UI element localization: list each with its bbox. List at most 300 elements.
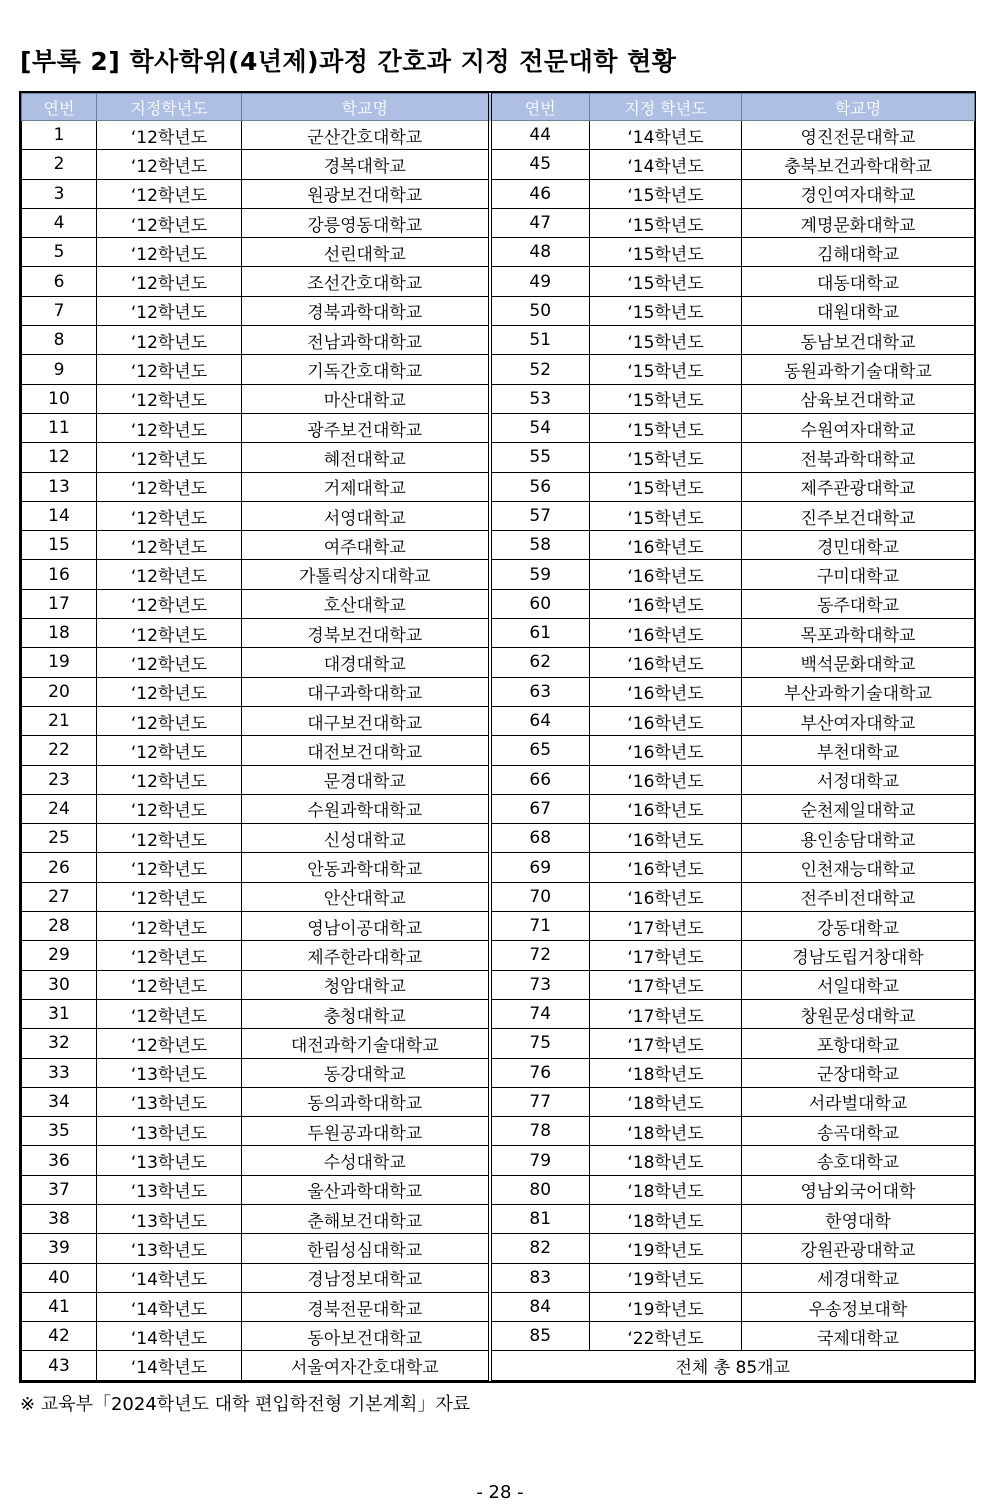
- left-cell-no: 39: [22, 1234, 97, 1263]
- right-cell-year: ‘16학년도: [590, 589, 742, 618]
- right-cell-year: ‘19학년도: [590, 1292, 742, 1321]
- table-row: [22, 1322, 975, 1351]
- left-cell-year: ‘12학년도: [97, 208, 242, 237]
- left-cell-no: 40: [22, 1263, 97, 1292]
- left-cell-year: ‘12학년도: [97, 853, 242, 882]
- table-row: [22, 882, 975, 911]
- header-year-right: 지정 학년도: [590, 94, 742, 121]
- right-cell-no: 65: [490, 736, 590, 765]
- right-cell-no: 61: [490, 619, 590, 648]
- left-cell-no: 4: [22, 208, 97, 237]
- right-cell-school: 백석문화대학교: [742, 648, 975, 677]
- table-header-row: [22, 94, 975, 121]
- left-cell-no: 28: [22, 912, 97, 941]
- left-cell-no: 8: [22, 326, 97, 355]
- table-row: [22, 912, 975, 941]
- left-cell-no: 43: [22, 1351, 97, 1380]
- left-cell-school: 광주보건대학교: [242, 413, 490, 442]
- right-cell-no: 78: [490, 1117, 590, 1146]
- left-cell-school: 경북과학대학교: [242, 296, 490, 325]
- left-cell-year: ‘12학년도: [97, 824, 242, 853]
- left-cell-school: 문경대학교: [242, 765, 490, 794]
- right-cell-school: 부천대학교: [742, 736, 975, 765]
- left-cell-year: ‘12학년도: [97, 736, 242, 765]
- left-cell-no: 3: [22, 179, 97, 208]
- table-row: [22, 413, 975, 442]
- right-cell-school: 순천제일대학교: [742, 794, 975, 823]
- right-cell-school: 용인송담대학교: [742, 824, 975, 853]
- left-cell-no: 27: [22, 882, 97, 911]
- left-cell-year: ‘12학년도: [97, 326, 242, 355]
- left-cell-no: 6: [22, 267, 97, 296]
- table-row: [22, 1087, 975, 1116]
- right-cell-year: ‘16학년도: [590, 531, 742, 560]
- right-cell-school: 영남외국어대학: [742, 1175, 975, 1204]
- right-cell-school: 동남보건대학교: [742, 326, 975, 355]
- right-cell-no: 82: [490, 1234, 590, 1263]
- right-cell-no: 48: [490, 238, 590, 267]
- right-cell-school: 전주비전대학교: [742, 882, 975, 911]
- left-cell-no: 1: [22, 121, 97, 150]
- page-title: [부록 2] 학사학위(4년제)과정 간호과 지정 전문대학 현황: [20, 47, 677, 76]
- right-cell-year: ‘17학년도: [590, 941, 742, 970]
- right-cell-year: ‘16학년도: [590, 794, 742, 823]
- right-cell-school: 경민대학교: [742, 531, 975, 560]
- left-cell-year: ‘12학년도: [97, 677, 242, 706]
- table-row: [22, 941, 975, 970]
- left-cell-no: 21: [22, 706, 97, 735]
- right-cell-year: ‘16학년도: [590, 853, 742, 882]
- left-cell-no: 36: [22, 1146, 97, 1175]
- right-cell-year: ‘16학년도: [590, 560, 742, 589]
- right-cell-school: 목포과학대학교: [742, 619, 975, 648]
- table-row: [22, 1204, 975, 1233]
- left-cell-school: 거제대학교: [242, 472, 490, 501]
- left-cell-no: 41: [22, 1292, 97, 1321]
- left-cell-no: 38: [22, 1204, 97, 1233]
- left-cell-school: 대전보건대학교: [242, 736, 490, 765]
- right-cell-year: ‘19학년도: [590, 1263, 742, 1292]
- left-cell-year: ‘12학년도: [97, 413, 242, 442]
- right-cell-school: 서라벌대학교: [742, 1087, 975, 1116]
- table-row: [22, 824, 975, 853]
- left-cell-year: ‘13학년도: [97, 1204, 242, 1233]
- right-cell-year: ‘14학년도: [590, 121, 742, 150]
- right-cell-school: 전북과학대학교: [742, 443, 975, 472]
- right-cell-no: 68: [490, 824, 590, 853]
- right-cell-no: 60: [490, 589, 590, 618]
- right-cell-year: ‘18학년도: [590, 1146, 742, 1175]
- table-row: [22, 1146, 975, 1175]
- right-cell-school: 부산과학기술대학교: [742, 677, 975, 706]
- table-row: [22, 706, 975, 735]
- right-cell-school: 구미대학교: [742, 560, 975, 589]
- right-cell-year: ‘15학년도: [590, 238, 742, 267]
- left-cell-year: ‘12학년도: [97, 970, 242, 999]
- left-cell-school: 전남과학대학교: [242, 326, 490, 355]
- table-row: [22, 677, 975, 706]
- right-cell-no: 56: [490, 472, 590, 501]
- right-cell-no: 46: [490, 179, 590, 208]
- left-cell-year: ‘12학년도: [97, 443, 242, 472]
- left-cell-school: 경북보건대학교: [242, 619, 490, 648]
- right-cell-no: 64: [490, 706, 590, 735]
- header-school-right: 학교명: [742, 94, 975, 121]
- left-cell-school: 대경대학교: [242, 648, 490, 677]
- left-cell-year: ‘12학년도: [97, 238, 242, 267]
- right-cell-no: 62: [490, 648, 590, 677]
- right-cell-year: ‘16학년도: [590, 736, 742, 765]
- table-row: [22, 296, 975, 325]
- right-cell-year: ‘15학년도: [590, 355, 742, 384]
- left-cell-school: 경남정보대학교: [242, 1263, 490, 1292]
- right-cell-year: ‘15학년도: [590, 443, 742, 472]
- left-cell-no: 7: [22, 296, 97, 325]
- left-cell-year: ‘12학년도: [97, 706, 242, 735]
- left-cell-year: ‘12학년도: [97, 384, 242, 413]
- right-cell-no: 66: [490, 765, 590, 794]
- right-cell-year: ‘19학년도: [590, 1234, 742, 1263]
- left-cell-year: ‘12학년도: [97, 1029, 242, 1058]
- right-cell-no: 44: [490, 121, 590, 150]
- left-cell-school: 울산과학대학교: [242, 1175, 490, 1204]
- right-cell-school: 삼육보건대학교: [742, 384, 975, 413]
- right-cell-year: ‘16학년도: [590, 824, 742, 853]
- right-cell-year: ‘18학년도: [590, 1058, 742, 1087]
- left-cell-year: ‘12학년도: [97, 589, 242, 618]
- left-cell-no: 18: [22, 619, 97, 648]
- left-cell-no: 30: [22, 970, 97, 999]
- left-cell-year: ‘12학년도: [97, 296, 242, 325]
- right-cell-year: ‘18학년도: [590, 1087, 742, 1116]
- right-cell-school: 한영대학: [742, 1204, 975, 1233]
- left-cell-school: 충청대학교: [242, 999, 490, 1028]
- left-cell-year: ‘12학년도: [97, 560, 242, 589]
- right-cell-year: ‘15학년도: [590, 296, 742, 325]
- right-cell-no: 80: [490, 1175, 590, 1204]
- table-row: [22, 648, 975, 677]
- right-cell-no: 77: [490, 1087, 590, 1116]
- right-cell-year: ‘16학년도: [590, 882, 742, 911]
- left-cell-no: 22: [22, 736, 97, 765]
- left-cell-year: ‘12학년도: [97, 121, 242, 150]
- right-cell-no: 57: [490, 501, 590, 530]
- left-cell-year: ‘13학년도: [97, 1175, 242, 1204]
- left-cell-school: 안동과학대학교: [242, 853, 490, 882]
- right-cell-school: 계명문화대학교: [742, 208, 975, 237]
- table-row: [22, 589, 975, 618]
- right-cell-year: ‘15학년도: [590, 326, 742, 355]
- right-cell-no: 75: [490, 1029, 590, 1058]
- left-cell-year: ‘12학년도: [97, 648, 242, 677]
- left-cell-year: ‘14학년도: [97, 1351, 242, 1380]
- left-cell-school: 호산대학교: [242, 589, 490, 618]
- left-cell-no: 17: [22, 589, 97, 618]
- right-cell-no: 84: [490, 1292, 590, 1321]
- left-cell-year: ‘12학년도: [97, 267, 242, 296]
- right-cell-no: 47: [490, 208, 590, 237]
- left-cell-year: ‘12학년도: [97, 531, 242, 560]
- left-cell-school: 서울여자간호대학교: [242, 1351, 490, 1380]
- right-cell-no: 63: [490, 677, 590, 706]
- table-row: [22, 326, 975, 355]
- table-row: [22, 999, 975, 1028]
- left-cell-no: 32: [22, 1029, 97, 1058]
- left-cell-year: ‘13학년도: [97, 1146, 242, 1175]
- left-cell-year: ‘12학년도: [97, 882, 242, 911]
- right-cell-no: 71: [490, 912, 590, 941]
- right-cell-no: 59: [490, 560, 590, 589]
- left-cell-school: 두원공과대학교: [242, 1117, 490, 1146]
- right-cell-school: 충북보건과학대학교: [742, 150, 975, 179]
- left-cell-year: ‘13학년도: [97, 1117, 242, 1146]
- left-cell-school: 선린대학교: [242, 238, 490, 267]
- college-table: [19, 91, 976, 1383]
- right-cell-school: 김해대학교: [742, 238, 975, 267]
- table-row: [22, 1351, 975, 1380]
- left-cell-no: 10: [22, 384, 97, 413]
- table-row: [22, 121, 975, 150]
- right-cell-school: 진주보건대학교: [742, 501, 975, 530]
- right-cell-year: ‘16학년도: [590, 706, 742, 735]
- right-cell-no: 58: [490, 531, 590, 560]
- header-no-right: 연번: [490, 94, 590, 121]
- left-cell-no: 33: [22, 1058, 97, 1087]
- right-cell-year: ‘15학년도: [590, 413, 742, 442]
- right-cell-school: 창원문성대학교: [742, 999, 975, 1028]
- left-cell-no: 11: [22, 413, 97, 442]
- left-cell-year: ‘13학년도: [97, 1234, 242, 1263]
- right-cell-year: ‘17학년도: [590, 970, 742, 999]
- left-cell-school: 여주대학교: [242, 531, 490, 560]
- right-cell-no: 69: [490, 853, 590, 882]
- table-row: [22, 1292, 975, 1321]
- right-cell-school: 대원대학교: [742, 296, 975, 325]
- left-cell-school: 동강대학교: [242, 1058, 490, 1087]
- left-cell-school: 한림성심대학교: [242, 1234, 490, 1263]
- left-cell-no: 24: [22, 794, 97, 823]
- right-cell-no: 51: [490, 326, 590, 355]
- left-cell-school: 마산대학교: [242, 384, 490, 413]
- left-cell-school: 경복대학교: [242, 150, 490, 179]
- table-row: [22, 238, 975, 267]
- right-cell-school: 수원여자대학교: [742, 413, 975, 442]
- right-cell-year: ‘16학년도: [590, 765, 742, 794]
- right-cell-school: 송곡대학교: [742, 1117, 975, 1146]
- left-cell-school: 기독간호대학교: [242, 355, 490, 384]
- right-cell-school: 서일대학교: [742, 970, 975, 999]
- right-cell-year: ‘17학년도: [590, 1029, 742, 1058]
- right-cell-year: ‘15학년도: [590, 208, 742, 237]
- right-cell-year: ‘15학년도: [590, 472, 742, 501]
- left-cell-school: 동의과학대학교: [242, 1087, 490, 1116]
- table-row: [22, 531, 975, 560]
- left-cell-school: 군산간호대학교: [242, 121, 490, 150]
- left-cell-no: 23: [22, 765, 97, 794]
- left-cell-year: ‘12학년도: [97, 472, 242, 501]
- right-cell-year: ‘22학년도: [590, 1322, 742, 1351]
- left-cell-no: 29: [22, 941, 97, 970]
- right-cell-year: ‘18학년도: [590, 1175, 742, 1204]
- right-cell-year: ‘15학년도: [590, 267, 742, 296]
- header-year-left: 지정학년도: [97, 94, 242, 121]
- total-count: 전체 총 85개교: [490, 1351, 975, 1380]
- left-cell-school: 혜전대학교: [242, 443, 490, 472]
- left-cell-no: 12: [22, 443, 97, 472]
- right-cell-no: 53: [490, 384, 590, 413]
- table-row: [22, 794, 975, 823]
- left-cell-no: 13: [22, 472, 97, 501]
- left-cell-school: 강릉영동대학교: [242, 208, 490, 237]
- left-cell-school: 가톨릭상지대학교: [242, 560, 490, 589]
- left-cell-school: 조선간호대학교: [242, 267, 490, 296]
- right-cell-year: ‘16학년도: [590, 619, 742, 648]
- table-row: [22, 560, 975, 589]
- left-cell-no: 19: [22, 648, 97, 677]
- left-cell-no: 20: [22, 677, 97, 706]
- left-cell-no: 14: [22, 501, 97, 530]
- table-row: [22, 355, 975, 384]
- table-row: [22, 179, 975, 208]
- left-cell-no: 5: [22, 238, 97, 267]
- right-cell-year: ‘15학년도: [590, 501, 742, 530]
- table-row: [22, 443, 975, 472]
- right-cell-no: 74: [490, 999, 590, 1028]
- left-cell-school: 대구보건대학교: [242, 706, 490, 735]
- left-cell-no: 9: [22, 355, 97, 384]
- left-cell-no: 37: [22, 1175, 97, 1204]
- table-row: [22, 1058, 975, 1087]
- right-cell-school: 송호대학교: [742, 1146, 975, 1175]
- table-row: [22, 267, 975, 296]
- left-cell-school: 수원과학대학교: [242, 794, 490, 823]
- page-number: - 28 -: [476, 1482, 524, 1503]
- left-cell-year: ‘12학년도: [97, 794, 242, 823]
- left-cell-no: 25: [22, 824, 97, 853]
- right-cell-no: 52: [490, 355, 590, 384]
- right-cell-no: 45: [490, 150, 590, 179]
- right-cell-year: ‘18학년도: [590, 1204, 742, 1233]
- table-row: [22, 736, 975, 765]
- left-cell-year: ‘14학년도: [97, 1292, 242, 1321]
- left-cell-year: ‘12학년도: [97, 999, 242, 1028]
- left-cell-school: 서영대학교: [242, 501, 490, 530]
- right-cell-school: 인천재능대학교: [742, 853, 975, 882]
- right-cell-school: 대동대학교: [742, 267, 975, 296]
- right-cell-year: ‘14학년도: [590, 150, 742, 179]
- left-cell-no: 31: [22, 999, 97, 1028]
- table-row: [22, 765, 975, 794]
- left-cell-no: 35: [22, 1117, 97, 1146]
- left-cell-school: 제주한라대학교: [242, 941, 490, 970]
- left-cell-year: ‘12학년도: [97, 941, 242, 970]
- table-row: [22, 1029, 975, 1058]
- left-cell-school: 영남이공대학교: [242, 912, 490, 941]
- left-cell-school: 경북전문대학교: [242, 1292, 490, 1321]
- left-cell-school: 춘해보건대학교: [242, 1204, 490, 1233]
- right-cell-no: 76: [490, 1058, 590, 1087]
- left-cell-school: 안산대학교: [242, 882, 490, 911]
- left-cell-no: 2: [22, 150, 97, 179]
- left-cell-year: ‘12학년도: [97, 619, 242, 648]
- right-cell-school: 강동대학교: [742, 912, 975, 941]
- right-cell-no: 70: [490, 882, 590, 911]
- right-cell-no: 54: [490, 413, 590, 442]
- right-cell-year: ‘15학년도: [590, 179, 742, 208]
- right-cell-school: 서정대학교: [742, 765, 975, 794]
- right-cell-year: ‘17학년도: [590, 912, 742, 941]
- left-cell-year: ‘13학년도: [97, 1058, 242, 1087]
- right-cell-school: 포항대학교: [742, 1029, 975, 1058]
- table-row: [22, 501, 975, 530]
- header-school-left: 학교명: [242, 94, 490, 121]
- table-body: [22, 121, 975, 1381]
- right-cell-no: 85: [490, 1322, 590, 1351]
- right-cell-no: 73: [490, 970, 590, 999]
- left-cell-school: 수성대학교: [242, 1146, 490, 1175]
- left-cell-no: 34: [22, 1087, 97, 1116]
- table-row: [22, 208, 975, 237]
- left-cell-year: ‘14학년도: [97, 1263, 242, 1292]
- right-cell-year: ‘15학년도: [590, 384, 742, 413]
- table-row: [22, 1175, 975, 1204]
- right-cell-year: ‘18학년도: [590, 1117, 742, 1146]
- header-no-left: 연번: [22, 94, 97, 121]
- table-row: [22, 853, 975, 882]
- right-cell-year: ‘16학년도: [590, 648, 742, 677]
- left-cell-school: 대구과학대학교: [242, 677, 490, 706]
- table-row: [22, 384, 975, 413]
- right-cell-no: 55: [490, 443, 590, 472]
- left-cell-school: 원광보건대학교: [242, 179, 490, 208]
- table-row: [22, 150, 975, 179]
- source-footnote: ※ 교육부「2024학년도 대학 편입학전형 기본계획」자료: [20, 1394, 471, 1415]
- left-cell-year: ‘12학년도: [97, 150, 242, 179]
- right-cell-no: 83: [490, 1263, 590, 1292]
- right-cell-school: 영진전문대학교: [742, 121, 975, 150]
- table-row: [22, 1117, 975, 1146]
- right-cell-school: 강원관광대학교: [742, 1234, 975, 1263]
- left-cell-no: 15: [22, 531, 97, 560]
- left-cell-year: ‘12학년도: [97, 179, 242, 208]
- table-row: [22, 970, 975, 999]
- right-cell-school: 동주대학교: [742, 589, 975, 618]
- left-cell-year: ‘12학년도: [97, 355, 242, 384]
- left-cell-school: 신성대학교: [242, 824, 490, 853]
- right-cell-school: 국제대학교: [742, 1322, 975, 1351]
- right-cell-school: 제주관광대학교: [742, 472, 975, 501]
- right-cell-year: ‘17학년도: [590, 999, 742, 1028]
- left-cell-school: 동아보건대학교: [242, 1322, 490, 1351]
- left-cell-school: 청암대학교: [242, 970, 490, 999]
- left-cell-year: ‘12학년도: [97, 765, 242, 794]
- left-cell-school: 대전과학기술대학교: [242, 1029, 490, 1058]
- table-row: [22, 472, 975, 501]
- right-cell-school: 군장대학교: [742, 1058, 975, 1087]
- table-row: [22, 1234, 975, 1263]
- right-cell-no: 50: [490, 296, 590, 325]
- right-cell-school: 부산여자대학교: [742, 706, 975, 735]
- left-cell-no: 26: [22, 853, 97, 882]
- right-cell-no: 72: [490, 941, 590, 970]
- right-cell-school: 경인여자대학교: [742, 179, 975, 208]
- table-row: [22, 1263, 975, 1292]
- table-row: [22, 619, 975, 648]
- right-cell-school: 경남도립거창대학: [742, 941, 975, 970]
- right-cell-no: 67: [490, 794, 590, 823]
- left-cell-no: 42: [22, 1322, 97, 1351]
- left-cell-year: ‘14학년도: [97, 1322, 242, 1351]
